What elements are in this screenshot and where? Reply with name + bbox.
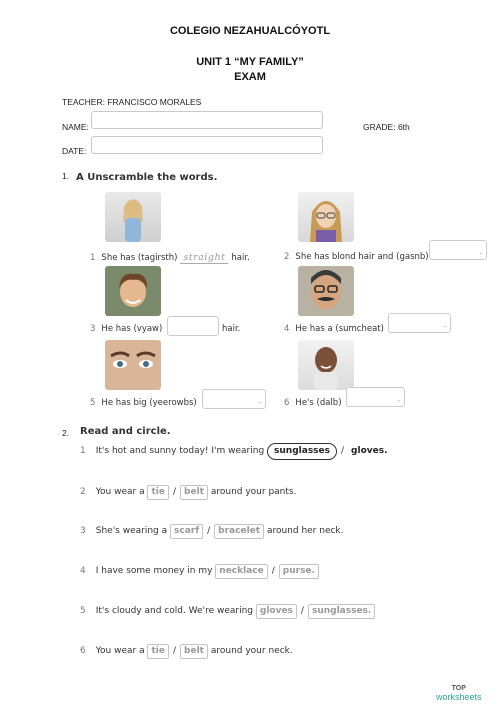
option-separator: /	[341, 446, 345, 456]
item-prompt: He has a (sumcheat)	[295, 324, 384, 334]
option[interactable]: scarf	[170, 524, 203, 539]
read-circle-item-2	[80, 485, 296, 500]
teacher-label: TEACHER: FRANCISCO MORALES	[62, 97, 202, 107]
grade-label: GRADE: 6th	[363, 122, 410, 132]
girl-glasses-photo	[298, 192, 354, 242]
item-number: 5	[90, 398, 96, 408]
unscramble-item-2	[284, 252, 429, 262]
item-prompt: She has (tagirsth)	[101, 253, 178, 263]
option[interactable]: belt	[180, 485, 208, 500]
answer-box-5[interactable]	[202, 389, 266, 409]
option[interactable]: belt	[180, 644, 208, 659]
date-label: DATE:	[62, 146, 87, 156]
option-separator: /	[300, 606, 304, 616]
read-circle-item-6	[80, 644, 293, 659]
man-mustache-image	[298, 266, 354, 316]
option[interactable]: gloves.	[351, 446, 388, 456]
read-circle-item-4	[80, 564, 319, 579]
unscramble-item-5	[90, 398, 197, 408]
item-number: 6	[284, 398, 290, 408]
eyes-photo	[105, 340, 161, 390]
option-separator: /	[172, 646, 177, 656]
item-number: 5	[80, 606, 86, 616]
option-separator: /	[271, 566, 275, 576]
read-circle-item-1	[80, 443, 391, 460]
boy-photo	[105, 266, 161, 316]
answer-dot: .	[397, 394, 400, 403]
read-circle-item-5	[80, 604, 375, 619]
option-separator: /	[172, 487, 177, 497]
name-field[interactable]	[91, 111, 323, 129]
item-post: hair.	[231, 253, 250, 263]
unscramble-item-1	[90, 252, 250, 263]
bald-man-image	[298, 340, 354, 390]
item-number: 4	[284, 324, 290, 334]
exam-title: EXAM	[234, 71, 266, 83]
item-number: 3	[90, 324, 96, 334]
item-prompt: She's wearing a	[95, 526, 168, 536]
answer-dot: .	[479, 247, 482, 256]
item-prompt: It's hot and sunny today! I'm wearing	[95, 446, 265, 456]
eyes-image	[105, 340, 161, 390]
girl-photo-image	[105, 192, 161, 242]
answer-dot: .	[443, 320, 446, 329]
date-field[interactable]	[91, 136, 323, 154]
option-circled[interactable]: sunglasses	[267, 443, 337, 460]
item-number: 2	[284, 252, 290, 262]
item-prompt: He has (vyaw)	[101, 324, 163, 334]
item-post: around your pants.	[210, 487, 297, 497]
item-post: around your neck.	[210, 646, 293, 656]
bald-man-photo	[298, 340, 354, 390]
topworksheets-logo	[436, 684, 482, 702]
answer-box-3[interactable]	[167, 316, 219, 336]
name-label: NAME:	[62, 122, 89, 132]
section2-title: Read and circle.	[80, 426, 171, 437]
logo-top-text: TOP	[451, 685, 466, 692]
boy-photo-image	[105, 266, 161, 316]
section2-number: 2.	[62, 428, 70, 438]
answer-dot: .	[258, 396, 261, 405]
girl-glasses-image	[298, 192, 354, 242]
option[interactable]: gloves	[256, 604, 297, 619]
unscramble-item-4	[284, 324, 384, 334]
item-prompt: You wear a	[95, 646, 145, 656]
item-post: around her neck.	[266, 526, 344, 536]
item-number: 4	[80, 566, 86, 576]
girl-photo	[105, 192, 161, 242]
item-number: 1	[80, 446, 86, 456]
option[interactable]: tie	[147, 644, 169, 659]
unscramble-item-6	[284, 398, 342, 408]
unit-title: UNIT 1 “MY FAMILY”	[196, 56, 304, 68]
item-prompt: It's cloudy and cold. We're wearing	[95, 606, 253, 616]
unscramble-item-3	[90, 324, 162, 334]
unscramble-item-3-post: hair.	[222, 324, 241, 334]
answer-box-4[interactable]	[388, 313, 451, 333]
item-prompt: He's (dalb)	[295, 398, 342, 408]
option[interactable]: purse.	[279, 564, 319, 579]
option-separator: /	[207, 526, 211, 536]
section1-title: A Unscramble the words.	[76, 172, 218, 183]
school-name: COLEGIO NEZAHUALCÓYOTL	[169, 25, 331, 37]
man-mustache-photo	[298, 266, 354, 316]
item-prompt: He has big (yeerowbs)	[101, 398, 197, 408]
item-number: 2	[80, 487, 86, 497]
item-prompt: I have some money in my	[95, 566, 213, 576]
item-prompt: You wear a	[95, 487, 145, 497]
section1-number: 1.	[62, 171, 70, 181]
option[interactable]: bracelet	[214, 524, 264, 539]
option[interactable]: sunglasses.	[308, 604, 375, 619]
read-circle-item-3	[80, 524, 344, 539]
option[interactable]: tie	[147, 485, 169, 500]
item-number: 1	[90, 253, 96, 263]
example-answer: straight	[180, 252, 228, 264]
answer-box-6[interactable]	[346, 387, 405, 407]
item-prompt: She has blond hair and (gasnb)	[295, 252, 429, 262]
option[interactable]: necklace	[215, 564, 267, 579]
answer-box-2[interactable]	[429, 240, 487, 260]
logo-brand-text: worksheets	[436, 692, 482, 702]
item-number: 3	[80, 526, 86, 536]
item-number: 6	[80, 646, 86, 656]
